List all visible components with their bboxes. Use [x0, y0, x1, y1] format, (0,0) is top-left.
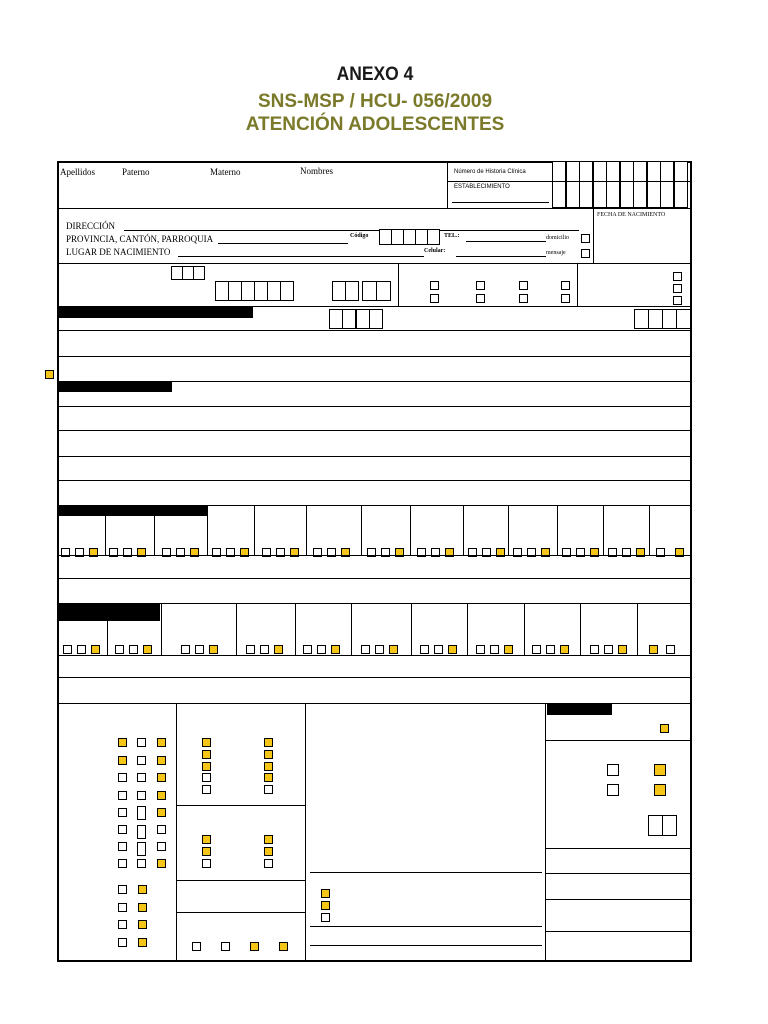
divider: [557, 505, 558, 555]
entry-cell[interactable]: [267, 281, 281, 301]
label-paterno: Paterno: [122, 167, 150, 177]
entry-cell[interactable]: [215, 281, 229, 301]
checkbox[interactable]: [137, 773, 146, 782]
checkbox[interactable]: [303, 645, 312, 654]
checkbox[interactable]: [331, 645, 340, 654]
checkbox[interactable]: [375, 645, 384, 654]
divider: [310, 926, 542, 927]
checkbox[interactable]: [561, 281, 570, 290]
divider: [161, 603, 162, 655]
checkbox[interactable]: [476, 281, 485, 290]
label-domicilio: domicilio: [546, 235, 569, 241]
divider: [649, 505, 650, 555]
entry-cell[interactable]: [593, 181, 607, 208]
entry-cell[interactable]: [606, 181, 620, 208]
checkbox[interactable]: [157, 825, 166, 834]
checkbox[interactable]: [264, 785, 273, 794]
checkbox[interactable]: [673, 272, 682, 281]
divider: [59, 555, 692, 556]
checkbox[interactable]: [264, 859, 273, 868]
divider: [59, 356, 692, 357]
checkbox[interactable]: [279, 942, 288, 951]
divider: [545, 899, 692, 900]
checkbox[interactable]: [118, 842, 127, 851]
checkbox[interactable]: [157, 859, 166, 868]
divider: [398, 263, 399, 306]
divider: [545, 740, 692, 741]
entry-cell[interactable]: [674, 181, 688, 208]
entry-cell[interactable]: [579, 161, 593, 182]
checkbox[interactable]: [321, 889, 330, 898]
entry-cell[interactable]: [660, 161, 674, 182]
checkbox[interactable]: [430, 281, 439, 290]
divider: [545, 931, 692, 932]
entry-cell[interactable]: [566, 181, 580, 208]
checkbox[interactable]: [673, 284, 682, 293]
checkbox[interactable]: [157, 756, 166, 765]
entry-cell[interactable]: [332, 281, 346, 301]
checkbox[interactable]: [264, 750, 273, 759]
checkbox[interactable]: [519, 281, 528, 290]
checkbox[interactable]: [129, 645, 138, 654]
checkbox[interactable]: [560, 645, 569, 654]
section-header-bar: [59, 381, 172, 392]
entry-cell[interactable]: [662, 815, 677, 836]
checkbox[interactable]: [118, 738, 127, 747]
checkbox[interactable]: [138, 920, 147, 929]
checkbox[interactable]: [202, 785, 211, 794]
divider: [603, 505, 604, 555]
divider: [176, 703, 177, 962]
checkbox[interactable]: [115, 645, 124, 654]
checkbox[interactable]: [430, 294, 439, 303]
entry-cell[interactable]: [254, 281, 268, 301]
entry-cell[interactable]: [342, 309, 356, 329]
entry-cell[interactable]: [674, 161, 688, 182]
checkbox[interactable]: [221, 942, 230, 951]
checkbox[interactable]: [195, 645, 204, 654]
entry-cell[interactable]: [329, 309, 343, 329]
checkbox[interactable]: [654, 784, 666, 796]
checkbox[interactable]: [361, 645, 370, 654]
checkbox[interactable]: [604, 645, 613, 654]
checkbox[interactable]: [607, 764, 619, 776]
entry-cell[interactable]: [552, 181, 566, 208]
label-celular: Celular:: [424, 248, 446, 254]
checkbox[interactable]: [91, 645, 100, 654]
divider: [524, 603, 525, 655]
checkbox[interactable]: [181, 645, 190, 654]
divider: [306, 505, 307, 555]
entry-cell[interactable]: [676, 309, 691, 329]
label-fecha-nacimiento: FECHA DE NACIMIENTO: [597, 212, 666, 218]
checkbox[interactable]: [420, 645, 429, 654]
checkbox[interactable]: [476, 294, 485, 303]
checkbox[interactable]: [264, 773, 273, 782]
section-header-bar: [59, 603, 160, 621]
entry-cell[interactable]: [593, 161, 607, 182]
checkbox[interactable]: [138, 885, 147, 894]
divider: [59, 480, 692, 481]
checkbox[interactable]: [434, 645, 443, 654]
checkbox[interactable]: [202, 738, 211, 747]
checkbox[interactable]: [590, 645, 599, 654]
direccion-line[interactable]: [124, 230, 579, 231]
divider: [577, 263, 578, 306]
divider: [295, 603, 296, 655]
divider: [59, 603, 692, 604]
divider: [310, 872, 542, 873]
entry-cell[interactable]: [369, 309, 383, 329]
divider: [545, 703, 546, 962]
checkbox[interactable]: [649, 645, 658, 654]
divider: [580, 603, 581, 655]
checkbox[interactable]: [63, 645, 72, 654]
checkbox[interactable]: [389, 645, 398, 654]
divider: [57, 263, 692, 264]
label-apellidos: Apellidos: [60, 167, 95, 177]
divider: [59, 406, 692, 407]
divider: [411, 603, 412, 655]
checkbox[interactable]: [618, 645, 627, 654]
divider: [176, 880, 305, 881]
establecimiento-line[interactable]: [452, 202, 549, 203]
checkbox[interactable]: [519, 294, 528, 303]
label-mensaje: mensaje: [546, 250, 566, 256]
entry-cell[interactable]: [647, 161, 661, 182]
checkbox[interactable]: [118, 756, 127, 765]
checkbox[interactable]: [118, 903, 127, 912]
checkbox[interactable]: [202, 773, 211, 782]
checkbox[interactable]: [264, 738, 273, 747]
entry-cell[interactable]: [662, 309, 677, 329]
checkbox[interactable]: [157, 738, 166, 747]
divider: [176, 912, 305, 913]
divider: [57, 208, 692, 209]
checkbox[interactable]: [118, 885, 127, 894]
checkbox[interactable]: [118, 859, 127, 868]
label-tel: TEL.:: [444, 233, 460, 239]
checkbox[interactable]: [490, 645, 499, 654]
provincia-line[interactable]: [218, 243, 348, 244]
divider: [59, 655, 692, 656]
section-header-bar: [59, 307, 253, 318]
divider: [545, 873, 692, 874]
divider: [59, 703, 692, 704]
checkbox[interactable]: [209, 645, 218, 654]
entry-cell[interactable]: [280, 281, 294, 301]
divider: [310, 945, 542, 946]
checkbox[interactable]: [246, 645, 255, 654]
divider: [410, 505, 411, 555]
divider: [545, 848, 692, 849]
checkbox[interactable]: [202, 762, 211, 771]
checkbox[interactable]: [504, 645, 513, 654]
checkbox[interactable]: [118, 773, 127, 782]
divider: [447, 161, 448, 208]
divider: [176, 805, 305, 806]
label-provincia: PROVINCIA, CANTÓN, PARROQUIA: [66, 234, 214, 244]
checkbox[interactable]: [202, 750, 211, 759]
margin-checkbox[interactable]: [45, 370, 54, 379]
checkbox[interactable]: [137, 756, 146, 765]
label-materno: Materno: [210, 167, 241, 177]
checkbox[interactable]: [321, 913, 330, 922]
checkbox[interactable]: [546, 645, 555, 654]
checkbox[interactable]: [202, 859, 211, 868]
label-codigo: Código: [350, 233, 369, 239]
checkbox[interactable]: [532, 645, 541, 654]
checkbox[interactable]: [666, 645, 675, 654]
checkbox[interactable]: [118, 825, 127, 834]
divider: [59, 430, 692, 431]
checkbox[interactable]: [274, 645, 283, 654]
divider: [59, 677, 692, 678]
entry-cell[interactable]: [566, 161, 580, 182]
checkbox[interactable]: [321, 901, 330, 910]
entry-cell[interactable]: [552, 161, 566, 182]
divider: [254, 505, 255, 555]
section-header-bar: [59, 505, 207, 516]
checkbox[interactable]: [264, 762, 273, 771]
entry-cell[interactable]: [427, 229, 440, 245]
checkbox[interactable]: [673, 296, 682, 305]
entry-cell[interactable]: [634, 309, 649, 329]
checkbox[interactable]: [250, 942, 259, 951]
entry-cell[interactable]: [356, 309, 370, 329]
section-header-bar: [547, 704, 612, 715]
entry-cell[interactable]: [193, 266, 205, 280]
tel-line[interactable]: [466, 241, 546, 242]
checkbox[interactable]: [138, 903, 147, 912]
domicilio-checkbox[interactable]: [581, 234, 590, 243]
entry-cell[interactable]: [345, 281, 359, 301]
entry-cell[interactable]: [648, 815, 663, 836]
label-direccion: DIRECCIÓN: [66, 221, 115, 231]
label-establecimiento: ESTABLECIMIENTO: [454, 184, 510, 190]
checkbox[interactable]: [157, 791, 166, 800]
divider: [59, 578, 692, 579]
checkbox[interactable]: [77, 645, 86, 654]
entry-cell[interactable]: [633, 181, 647, 208]
divider: [59, 330, 692, 331]
label-lugar-nacimiento: LUGAR DE NACIMIENTO: [66, 247, 171, 257]
checkbox[interactable]: [157, 842, 166, 851]
entry-cell[interactable]: [362, 281, 377, 301]
checkbox[interactable]: [118, 938, 127, 947]
entry-cell[interactable]: [633, 161, 647, 182]
checkbox[interactable]: [561, 294, 570, 303]
entry-cell[interactable]: [620, 181, 634, 208]
checkbox[interactable]: [118, 920, 127, 929]
celular-line[interactable]: [456, 256, 546, 257]
divider: [361, 505, 362, 555]
checkbox[interactable]: [264, 847, 273, 856]
checkbox[interactable]: [192, 942, 201, 951]
entry-cell[interactable]: [376, 281, 391, 301]
divider: [59, 456, 692, 457]
form-code: SNS-MSP / HCU- 056/2009: [257, 91, 493, 112]
entry-cell[interactable]: [241, 281, 255, 301]
label-historia-clinica: Número de Historia Clínica: [454, 169, 526, 175]
checkbox[interactable]: [118, 791, 127, 800]
checkbox[interactable]: [476, 645, 485, 654]
checkbox[interactable]: [157, 808, 166, 817]
divider: [593, 208, 594, 263]
lugar-line[interactable]: [178, 256, 424, 257]
divider: [154, 505, 155, 555]
checkbox[interactable]: [317, 645, 326, 654]
divider: [207, 505, 208, 555]
divider: [637, 603, 638, 655]
divider: [351, 603, 352, 655]
divider: [467, 603, 468, 655]
label-nombres: Nombres: [300, 166, 333, 176]
checkbox[interactable]: [157, 773, 166, 782]
divider: [463, 505, 464, 555]
checkbox[interactable]: [260, 645, 269, 654]
divider: [305, 703, 306, 962]
entry-cell[interactable]: [648, 309, 663, 329]
checkbox[interactable]: [137, 791, 146, 800]
divider: [105, 505, 106, 555]
checkbox[interactable]: [660, 724, 669, 733]
checkbox[interactable]: [448, 645, 457, 654]
divider: [59, 381, 692, 382]
entry-cell[interactable]: [660, 181, 674, 208]
checkbox[interactable]: [138, 938, 147, 947]
checkbox[interactable]: [264, 835, 273, 844]
checkbox[interactable]: [654, 764, 666, 776]
form-subtitle: ATENCIÓN ADOLESCENTES: [245, 114, 505, 135]
checkbox[interactable]: [137, 825, 146, 839]
divider: [107, 603, 108, 655]
divider: [508, 505, 509, 555]
entry-cell[interactable]: [606, 161, 620, 182]
checkbox[interactable]: [202, 847, 211, 856]
divider: [236, 603, 237, 655]
checkbox[interactable]: [137, 738, 146, 747]
checkbox[interactable]: [137, 859, 146, 868]
entry-cell[interactable]: [647, 181, 661, 208]
entry-cell[interactable]: [228, 281, 242, 301]
checkbox[interactable]: [607, 784, 619, 796]
checkbox[interactable]: [143, 645, 152, 654]
mensaje-checkbox[interactable]: [581, 249, 590, 258]
checkbox[interactable]: [202, 835, 211, 844]
checkbox[interactable]: [118, 808, 127, 817]
checkbox[interactable]: [137, 842, 146, 856]
entry-cell[interactable]: [579, 181, 593, 208]
checkbox[interactable]: [137, 806, 146, 820]
annex-title: ANEXO 4: [336, 64, 414, 85]
entry-cell[interactable]: [620, 161, 634, 182]
